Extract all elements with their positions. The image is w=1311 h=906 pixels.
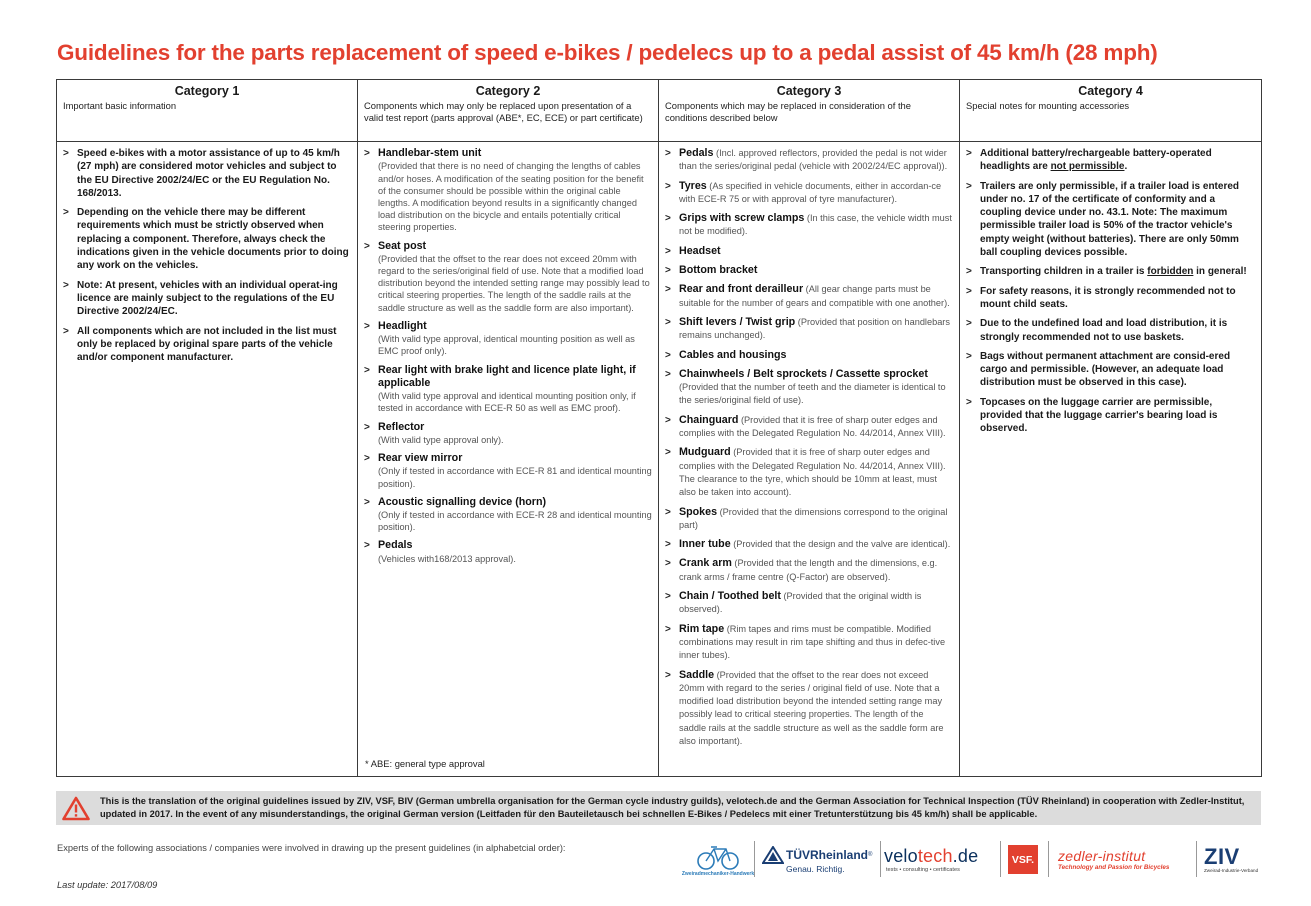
abe-footnote: * ABE: general type approval bbox=[365, 758, 485, 769]
velotech-part-b: tech bbox=[917, 846, 953, 866]
component-label: Rim tape bbox=[679, 622, 725, 635]
component-label: Crank arm bbox=[679, 557, 732, 570]
tuv-name: TÜVRheinland bbox=[786, 847, 869, 862]
vsf-logo bbox=[1008, 837, 1038, 882]
table-body-row bbox=[57, 142, 1262, 777]
component-note: (With valid type approval and identical mounting position only, if tested in accordance with ECE-R 50 as well as EMC proof). bbox=[378, 391, 636, 414]
component-note: (Provided that it is free of sharp outer edges and complies with the Delegated Regulation No. 44/2014, Annex VIII). The clearance to the tyre, which should be 10mm at least, must also be taken into account). bbox=[679, 447, 946, 498]
tuv-logo bbox=[762, 837, 874, 882]
list-item bbox=[665, 368, 953, 408]
list-item bbox=[364, 147, 652, 234]
category-description: Special notes for mounting accessories bbox=[966, 100, 1130, 111]
category-2-header bbox=[358, 80, 659, 142]
component-label: Chainwheels / Belt sprockets / Cassette sprocket bbox=[679, 367, 928, 380]
component-label: > Pedals bbox=[378, 539, 413, 552]
zedler-tagline: Technology and Passion for Bicycles bbox=[1058, 864, 1170, 871]
category-name: Category 3 bbox=[776, 84, 842, 98]
list-item bbox=[665, 669, 953, 749]
underlined-text: not permissible bbox=[1050, 161, 1125, 173]
component-label: Pedals bbox=[679, 147, 714, 159]
component-note: (Provided that the design and the valve are identical). bbox=[730, 539, 951, 550]
list-item bbox=[364, 539, 652, 565]
component-note: (Only if tested in accordance with ECE-R 28 and identical mounting position). bbox=[378, 510, 652, 533]
category-1-column bbox=[57, 142, 358, 777]
category-2-list bbox=[364, 147, 652, 565]
list-item bbox=[665, 557, 953, 584]
component-label: Spokes bbox=[679, 505, 718, 518]
component-note: (Provided that position on handlebars remains unchanged). bbox=[679, 316, 950, 341]
zedler-logo bbox=[1058, 837, 1190, 882]
component-label: > Acoustic signalling device (horn) bbox=[378, 495, 547, 508]
category-description: Components which may only be replaced upon presentation of a valid test report (parts approval (ABE*, EC, ECE) or part certificate) bbox=[364, 100, 643, 123]
list-item: > Speed e-bikes with a motor assistance of up to 45 km/h (27 mph) are considered motor vehicles and subject to the EU Directive 2002/24/EC or the EU Regulation No. 168/2013. bbox=[63, 147, 351, 200]
component-label: Grips with screw clamps bbox=[679, 212, 805, 225]
list-item bbox=[364, 364, 652, 415]
registered-mark: ® bbox=[868, 851, 873, 858]
component-note: (Provided that the offset to the rear does not exceed 20mm with regard to the series / original field of use. Note that a modified load distribution beyond the intended setting range may possibly lead to critical steering properties. The length of the saddle rails at the saddle structure as well as the saddle form are also important). bbox=[679, 669, 944, 746]
component-note: (Incl. approved reflectors, provided the pedal is not wider than the series/original pedal (vehicle with 2002/24/EC approval)). bbox=[679, 148, 948, 172]
component-note: (Provided that there is no need of changing the lengths of cables and/or hoses. A modification of the seating position for the benefit of the consumer should be possible within the original cable lengths. A modification beyond results in a significantly changed load distribution on the bicycle and entails potentially critical steering properties. bbox=[378, 161, 644, 233]
category-name: Category 1 bbox=[174, 84, 240, 98]
component-label: > Rear view mirror bbox=[378, 452, 463, 465]
component-label: > Reflector bbox=[378, 420, 425, 433]
list-item bbox=[364, 240, 652, 314]
list-item bbox=[665, 212, 953, 239]
component-label: Bottom bracket bbox=[679, 264, 758, 277]
list-item bbox=[665, 264, 953, 277]
guidelines-table bbox=[56, 79, 1262, 777]
velotech-name bbox=[884, 846, 988, 867]
tuv-slogan: Genau. Richtig. bbox=[786, 863, 845, 874]
component-label: > Headlight bbox=[378, 319, 427, 332]
page-title: Guidelines for the parts replacement of speed e-bikes / pedelecs up to a pedal assist of 45 km/h (28 mph) bbox=[57, 40, 1158, 65]
component-note: (In this case, the vehicle width must not be modified). bbox=[679, 213, 952, 237]
list-item: > All components which are not included in the list must only be replaced by original spare parts of the vehicle and/or component manufacturer. bbox=[63, 325, 351, 365]
component-label: Shift levers / Twist grip bbox=[679, 315, 796, 328]
component-label: Rear and front derailleur bbox=[679, 283, 804, 296]
component-label: Inner tube bbox=[679, 538, 731, 551]
list-item bbox=[665, 316, 953, 343]
list-item bbox=[665, 590, 953, 617]
item-text: Transporting children in a trailer is bbox=[980, 266, 1148, 278]
velotech-tagline: tests • consulting • certificates bbox=[886, 867, 960, 873]
category-4-list bbox=[966, 147, 1255, 436]
component-label: Chainguard bbox=[679, 413, 739, 426]
component-note: (Provided that the offset to the rear does not exceed 20mm with regard to the series/original field of use. Note that a modified load distribution beyond the intended setting range may possibly lead to critical steering properties. The length of the saddle rails at the saddle structure as well as the saddle form are also important). bbox=[378, 253, 650, 313]
partner-logos bbox=[681, 837, 1263, 882]
velotech-logo bbox=[884, 837, 988, 882]
component-note: (With valid type approval, identical mounting position as well as EMC proof only). bbox=[378, 334, 635, 357]
velotech-part-a: velo bbox=[884, 846, 918, 866]
component-note: (Vehicles with168/2013 approval). bbox=[378, 553, 516, 564]
list-item: > For safety reasons, it is strongly recommended not to mount child seats. bbox=[966, 285, 1255, 312]
list-item bbox=[665, 147, 953, 174]
list-item bbox=[364, 320, 652, 358]
component-note: (Provided that the number of teeth and the diameter is identical to the series/original field of use). bbox=[679, 382, 946, 406]
list-item bbox=[364, 496, 652, 534]
bicycle-icon bbox=[696, 843, 740, 871]
list-item bbox=[364, 452, 652, 490]
list-item bbox=[665, 538, 953, 551]
underlined-text: forbidden bbox=[1147, 266, 1194, 278]
zedler-name: zedler-institut bbox=[1058, 848, 1146, 864]
item-text: Additional battery/rechargeable battery-operated headlights are bbox=[980, 148, 1212, 173]
list-item bbox=[665, 283, 953, 310]
category-3-column bbox=[659, 142, 960, 777]
component-label: > Rear light with brake light and licence plate light, if applicable bbox=[378, 363, 636, 389]
component-label: Cables and housings bbox=[679, 348, 787, 361]
ziv-name: ZIV bbox=[1204, 844, 1240, 869]
list-item bbox=[665, 506, 953, 533]
tuv-triangle-icon bbox=[762, 846, 784, 864]
list-item: > Note: At present, vehicles with an individual operat-ing licence are mainly subject to the regulations of the EU Directive 2002/24/EC. bbox=[63, 279, 351, 319]
list-item bbox=[364, 421, 652, 447]
component-label: Mudguard bbox=[679, 446, 731, 459]
component-label: Tyres bbox=[679, 179, 707, 192]
ziv-tagline: Zweirad-Industrie-Verband bbox=[1204, 868, 1259, 873]
list-item: > Topcases on the luggage carrier are permissible, provided that the luggage carrier's bearing load is observed. bbox=[966, 396, 1255, 436]
component-note: (Provided that it is free of sharp outer edges and complies with the Delegated Regulation No. 44/2014, Annex VIII). bbox=[679, 414, 946, 439]
component-note: (All gear change parts must be suitable for the number of gears and compatible with one another). bbox=[679, 284, 950, 308]
category-description: Important basic information bbox=[63, 100, 177, 111]
item-text-end: in general! bbox=[1193, 266, 1247, 278]
category-1-list bbox=[63, 147, 351, 364]
component-label: > Handlebar-stem unit bbox=[378, 147, 482, 159]
item-text-end: . bbox=[1124, 161, 1128, 173]
biv-caption: Zweiradmechaniker-Handwerk bbox=[681, 870, 755, 877]
list-item bbox=[966, 147, 1255, 174]
category-4-header bbox=[960, 80, 1262, 142]
list-item: > Due to the undefined load and load distribution, it is strongly recommended not to use baskets. bbox=[966, 317, 1255, 344]
component-note: (Rim tapes and rims must be compatible. Modified combinations may result in rim tape shifting and thus in defec-tive inner tubes). bbox=[679, 623, 946, 661]
list-item bbox=[665, 180, 953, 207]
component-label: Saddle bbox=[679, 668, 715, 681]
list-item bbox=[966, 265, 1255, 278]
component-note: (Only if tested in accordance with ECE-R 81 and identical mounting position). bbox=[378, 466, 652, 489]
category-name: Category 4 bbox=[1078, 84, 1143, 98]
translation-notice bbox=[56, 791, 1261, 825]
list-item bbox=[665, 245, 953, 258]
category-2-column bbox=[358, 142, 659, 777]
warning-icon bbox=[58, 796, 94, 821]
biv-logo bbox=[681, 837, 755, 882]
component-label: > Seat post bbox=[378, 239, 427, 252]
component-note: (Provided that the length and the dimensions, e.g. crank arms / frame centre (Q-Factor) are observed). bbox=[679, 558, 938, 582]
list-item bbox=[665, 349, 953, 362]
component-note: (As specified in vehicle documents, either in accordan-ce with ECE-R 75 or with approval of tyre manufacturer). bbox=[679, 180, 942, 204]
category-4-column bbox=[960, 142, 1262, 777]
list-item: > Trailers are only permissible, if a trailer load is entered under no. 17 of the certificate of conformity and a coupling device under no. 43.1. Note: The maximum permissible trailer load is 50% of the tractor vehicle's empty weight (without batteries). There are only 50mm ball coupling devices possible. bbox=[966, 180, 1255, 260]
component-label: Chain / Toothed belt bbox=[679, 590, 781, 603]
category-3-list bbox=[665, 147, 953, 748]
list-item bbox=[665, 623, 953, 663]
list-item bbox=[665, 414, 953, 441]
category-description: Components which may be replaced in consideration of the conditions described below bbox=[665, 100, 911, 123]
category-1-header bbox=[57, 80, 358, 142]
notice-text: This is the translation of the original guidelines issued by ZIV, VSF, BIV (German umbrella organisation for the German cycle industry guilds), velotech.de and the German Association for Technical Inspection (TÜV Rheinland) in cooperation with Zedler-Institut, updated in 2017. In the event of any misunderstandings, the original German version (Leitfaden für den Bauteiletausch bei schnellen E-Bikes / Pedelecs mit einer Tretunterstützung bis 45 km/h) shall be applicable. bbox=[100, 796, 1245, 819]
list-item: > Bags without permanent attachment are consid-ered cargo and permissible. (However, an adequate load distribution must be observed in this case). bbox=[966, 350, 1255, 390]
component-label: Headset bbox=[679, 244, 721, 257]
last-update: Last update: 2017/08/09 bbox=[57, 880, 158, 890]
list-item: > Depending on the vehicle there may be different requirements which must be strictly observed when replacing a component. Therefore, always check the indications given in the vehicle documents prior to doing any work on the vehicles. bbox=[63, 206, 351, 272]
table-header-row bbox=[57, 80, 1262, 142]
ziv-logo bbox=[1204, 837, 1264, 882]
component-note: (Provided that the original width is observed). bbox=[679, 591, 922, 615]
component-note: (With valid type approval only). bbox=[378, 434, 504, 445]
category-3-header bbox=[659, 80, 960, 142]
category-name: Category 2 bbox=[475, 84, 541, 98]
velotech-part-c: .de bbox=[952, 846, 979, 866]
vsf-name: VSF. bbox=[1008, 845, 1038, 874]
component-note: (Provided that the dimensions correspond to the original part) bbox=[679, 506, 948, 530]
experts-line: Experts of the following associations / companies were involved in drawing up the present guidelines (in alphabetcial order): bbox=[57, 843, 566, 853]
list-item bbox=[665, 446, 953, 499]
